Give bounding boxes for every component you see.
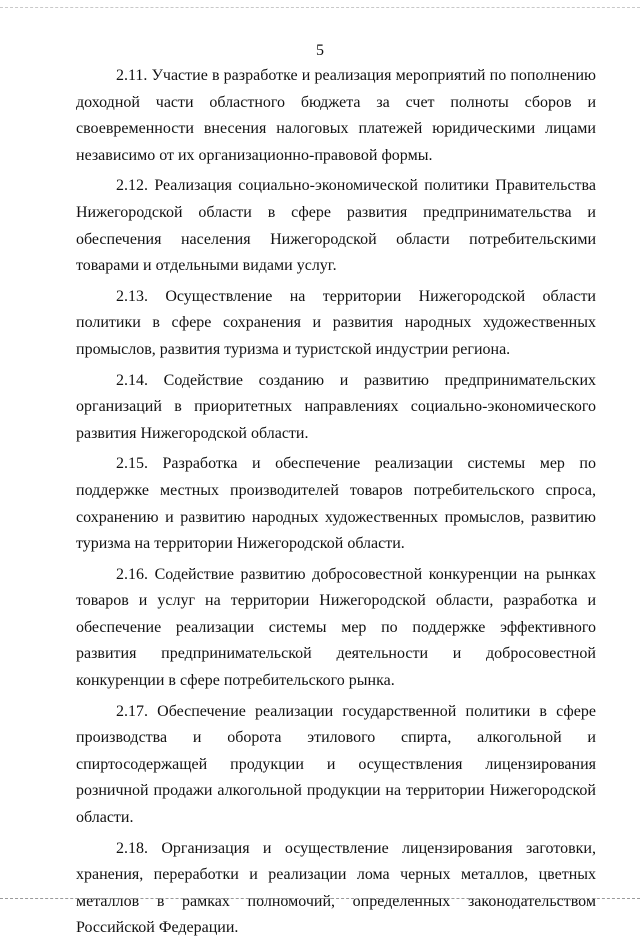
scan-edge-top [0,7,640,8]
paragraph-2-17: 2.17. Обеспечение реализации государственной политики в сфере производства и оборота этилового спирта, алкогольной и спиртосодержащей продукции и осуществления лицензирования розничной продажи алкогольной продукции на территории Нижегородской области. [76,702,596,827]
paragraph-2-16: 2.16. Содействие развитию добросовестной конкуренции на рынках товаров и услуг на территории Нижегородской области, разработка и обеспечение реализации системы мер по поддержке эффективного развития предпринимательской деятельности и добросовестной конкуренции в сфере потребительского рынка. [76,565,596,690]
scan-edge-bottom [0,898,640,899]
page-number: 5 [316,42,324,59]
paragraph-2-11: 2.11. Участие в разработке и реализация мероприятий по пополнению доходной части областного бюджета за счет полноты сборов и своевременности внесения налоговых платежей юридическими лицами независимо от их организационно-правовой формы. [76,67,596,164]
document-body [76,63,596,946]
paragraph-2-12: 2.12. Реализация социально-экономической политики Правительства Нижегородской области в сфере развития предпринимательства и обеспечения населения Нижегородской области потребительскими товарами и отдельными видами услуг. [76,177,596,275]
paragraph-2-18: 2.18. Организация и осуществление лицензирования заготовки, хранения, переработки и реализации лома черных металлов, цветных металлов в рамках полномочий, определенных законодательством Российской Федерации. [76,839,596,937]
paragraph-2-15: 2.15. Разработка и обеспечение реализации системы мер по поддержке местных производителей товаров потребительского спроса, сохранению и развитию народных художественных промыслов, развитию туризма на территории Нижегородской области. [76,455,596,553]
paragraph-2-14: 2.14. Содействие созданию и развитию предпринимательских организаций в приоритетных направлениях социально-экономического развития Нижегородской области. [76,371,596,442]
paragraph-2-13: 2.13. Осуществление на территории Нижегородской области политики в сфере сохранения и развития народных художественных промыслов, развития туризма и туристской индустрии региона. [76,287,596,358]
